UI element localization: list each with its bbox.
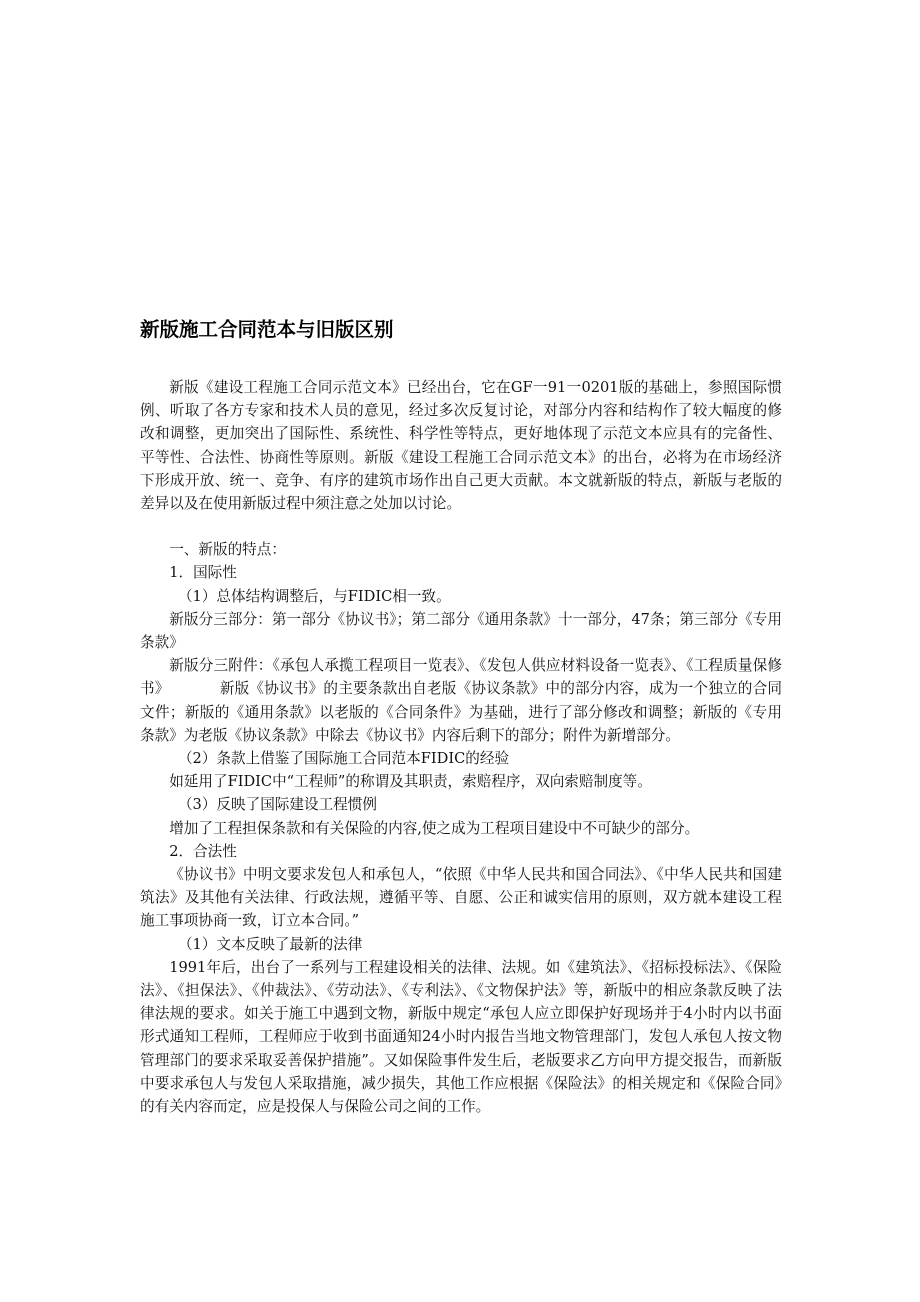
intro-paragraph: 新版《建设工程施工合同示范文本》已经出台，它在GF一91一0201版的基础上，参照国际惯例、听取了各方专家和技术人员的意见，经过多次反复讨论，对部分内容和结构作了较大幅度的修改和调整，更加突出了国际性、系统性、科学性等特点，更好地体现了示范文本应具有的完备性、平等性、合法性、协商性等原则。新版《建设工程施工合同示范文本》的出台，必将为在市场经济下形成开放、统一、竞争、有序的建筑市场作出自己更大贡献。本文就新版的特点，新版与老版的差异以及在使用新版过程中须注意之处加以讨论。 xyxy=(140,379,782,513)
latest-law-paragraph: 1991年后，出台了一系列与工程建设相关的法律、法规。如《建筑法》、《招标投标法》、《保险法》、《担保法》、《仲裁法》、《劳动法》、《专利法》、《文物保护法》等，新版中的相应条款反映了法律法规的要求。如关于施工中遇到文物，新版中规定“承包人应立即保护好现场并于4小时内以书面形式通知工程师，工程师应于收到书面通知24小时内报告当地文物管理部门，发包人承包人按文物管理部门的要求采取妥善保护措施”。又如保险事件发生后，老版要求乙方向甲方提交报告，而新版中要求承包人与发包人采取措施，减少损失，其他工作应根据《保险法》的相关规定和《保险合同》的有关内容而定，应是投保人与保险公司之间的工作。 xyxy=(140,958,782,1116)
document-title: 新版施工合同范本与旧版区别 xyxy=(140,318,394,341)
document-page xyxy=(140,316,782,1118)
item-heading-fidic: （2）条款上借鉴了国际施工合同范本FIDIC的经验 xyxy=(177,750,510,768)
item-heading-latest-law: （1）文本反映了最新的法律 xyxy=(177,935,363,953)
fidic-paragraph: 如延用了FIDIC中“工程师”的称谓及其职责，索赔程序，双向索赔制度等。 xyxy=(169,773,652,791)
attachments-list: 新版分三附件：《承包人承揽工程项目一览表》、《发包人供应材料设备一览表》、《工程质量保修书》 xyxy=(140,657,782,698)
structure-paragraph: 新版分三部分：第一部分《协议书》；第二部分《通用条款》十一部分，47条；第三部分《专用条款》 xyxy=(140,610,782,652)
paragraph-gap xyxy=(140,515,782,538)
attachments-detail: 新版《协议书》的主要条款出自老版《协议条款》中的部分内容，成为一个独立的合同文件；新版的《通用条款》以老版的《合同条件》为基础，进行了部分修改和调整；新版的《专用条款》为老版《协议条款》中除去《协议书》内容后剩下的部分；附件为新增部分。 xyxy=(140,680,782,744)
item-heading-structure: （1）总体结构调整后，与FIDIC相一致。 xyxy=(177,587,451,605)
section-heading-features: 一、新版的特点： xyxy=(169,541,286,559)
practice-paragraph: 增加了工程担保条款和有关保险的内容,使之成为工程项目建设中不可缺少的部分。 xyxy=(169,819,700,837)
item-heading-practice: （3）反映了国际建设工程惯例 xyxy=(177,796,377,814)
legality-paragraph: 《协议书》中明文要求发包人和承包人，“依照《中华人民共和国合同法》、《中华人民共和国建筑法》及其他有关法律、行政法规，遵循平等、自愿、公正和诚实信用的原则，双方就本建设工程施工事项协商一致，订立本合同。” xyxy=(140,866,782,930)
attachments-paragraph xyxy=(140,654,782,747)
subsection-heading-legality: 2．合法性 xyxy=(169,842,237,860)
subsection-heading-international: 1．国际性 xyxy=(169,564,237,582)
